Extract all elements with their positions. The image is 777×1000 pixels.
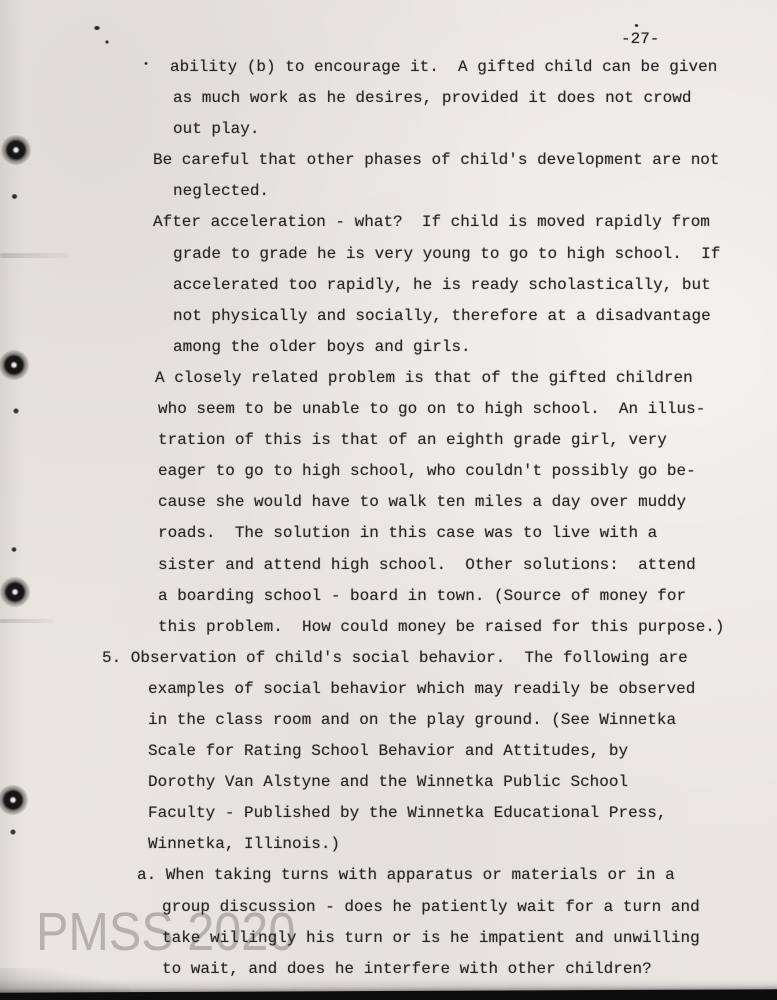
text-line: After acceleration - what? If child is moved rapidly from — [153, 213, 710, 232]
page-number: -27- — [621, 30, 660, 48]
ink-speck — [634, 24, 639, 27]
text-line: accelerated too rapidly, he is ready scholastically, but — [173, 275, 711, 294]
text-line: out play. — [173, 120, 260, 139]
text-line: tration of this is that of an eighth grade girl, very — [158, 431, 667, 450]
text-line: ability (b) to encourage it. A gifted child can be given — [170, 58, 718, 76]
text-line: cause she would have to walk ten miles a day over muddy — [158, 493, 687, 512]
text-line: eager to go to high school, who couldn't possibly go be- — [158, 462, 696, 481]
text-line: as much work as he desires, provided it does not crowd — [173, 89, 692, 108]
text-line: who seem to be unable to go on to high school. An illus- — [158, 400, 706, 419]
text-line: among the older boys and girls. — [173, 337, 471, 356]
text-line: roads. The solution in this case was to live with a — [158, 524, 658, 543]
text-line: to wait, and does he interfere with other children? — [162, 959, 652, 978]
scan-corner-shadow — [0, 968, 130, 994]
text-line: sister and attend high school. Other solutions: attend — [158, 555, 696, 574]
text-line: grade to grade he is very young to go to high school. If — [173, 244, 721, 263]
text-line: in the class room and on the play ground. (See Winnetka — [148, 710, 677, 729]
watermark-text: PMSS 2020 — [36, 902, 296, 962]
text-line: Scale for Rating School Behavior and Attitudes, by — [148, 742, 629, 761]
text-line: a boarding school - board in town. (Source of money for — [158, 586, 687, 605]
text-line: not physically and socially, therefore at a disadvantage — [173, 306, 711, 325]
text-line: Dorothy Van Alstyne and the Winnetka Public School — [148, 773, 629, 792]
text-line: Be careful that other phases of child's development are not — [153, 151, 720, 170]
ink-speck — [93, 26, 101, 30]
text-line: examples of social behavior which may readily be observed — [148, 679, 696, 698]
text-line-lettered-item: a. When taking turns with apparatus or materials or in a — [137, 866, 675, 885]
text-line: Faculty - Published by the Winnetka Educational Press, — [148, 804, 667, 823]
ink-speck — [105, 40, 109, 44]
document-body — [0, 52, 777, 985]
text-line: A closely related problem is that of the gifted children — [155, 368, 693, 387]
text-line: group discussion - does he patiently wait for a turn and — [162, 897, 700, 916]
text-line: Winnetka, Illinois.) — [148, 835, 341, 854]
text-line: neglected. — [173, 182, 270, 201]
text-line: this problem. How could money be raised for this purpose.) — [158, 617, 725, 636]
text-line: take willingly his turn or is he impatient and unwilling — [162, 928, 700, 947]
text-line-numbered-item: 5. Observation of child's social behavior. The following are — [102, 648, 688, 667]
